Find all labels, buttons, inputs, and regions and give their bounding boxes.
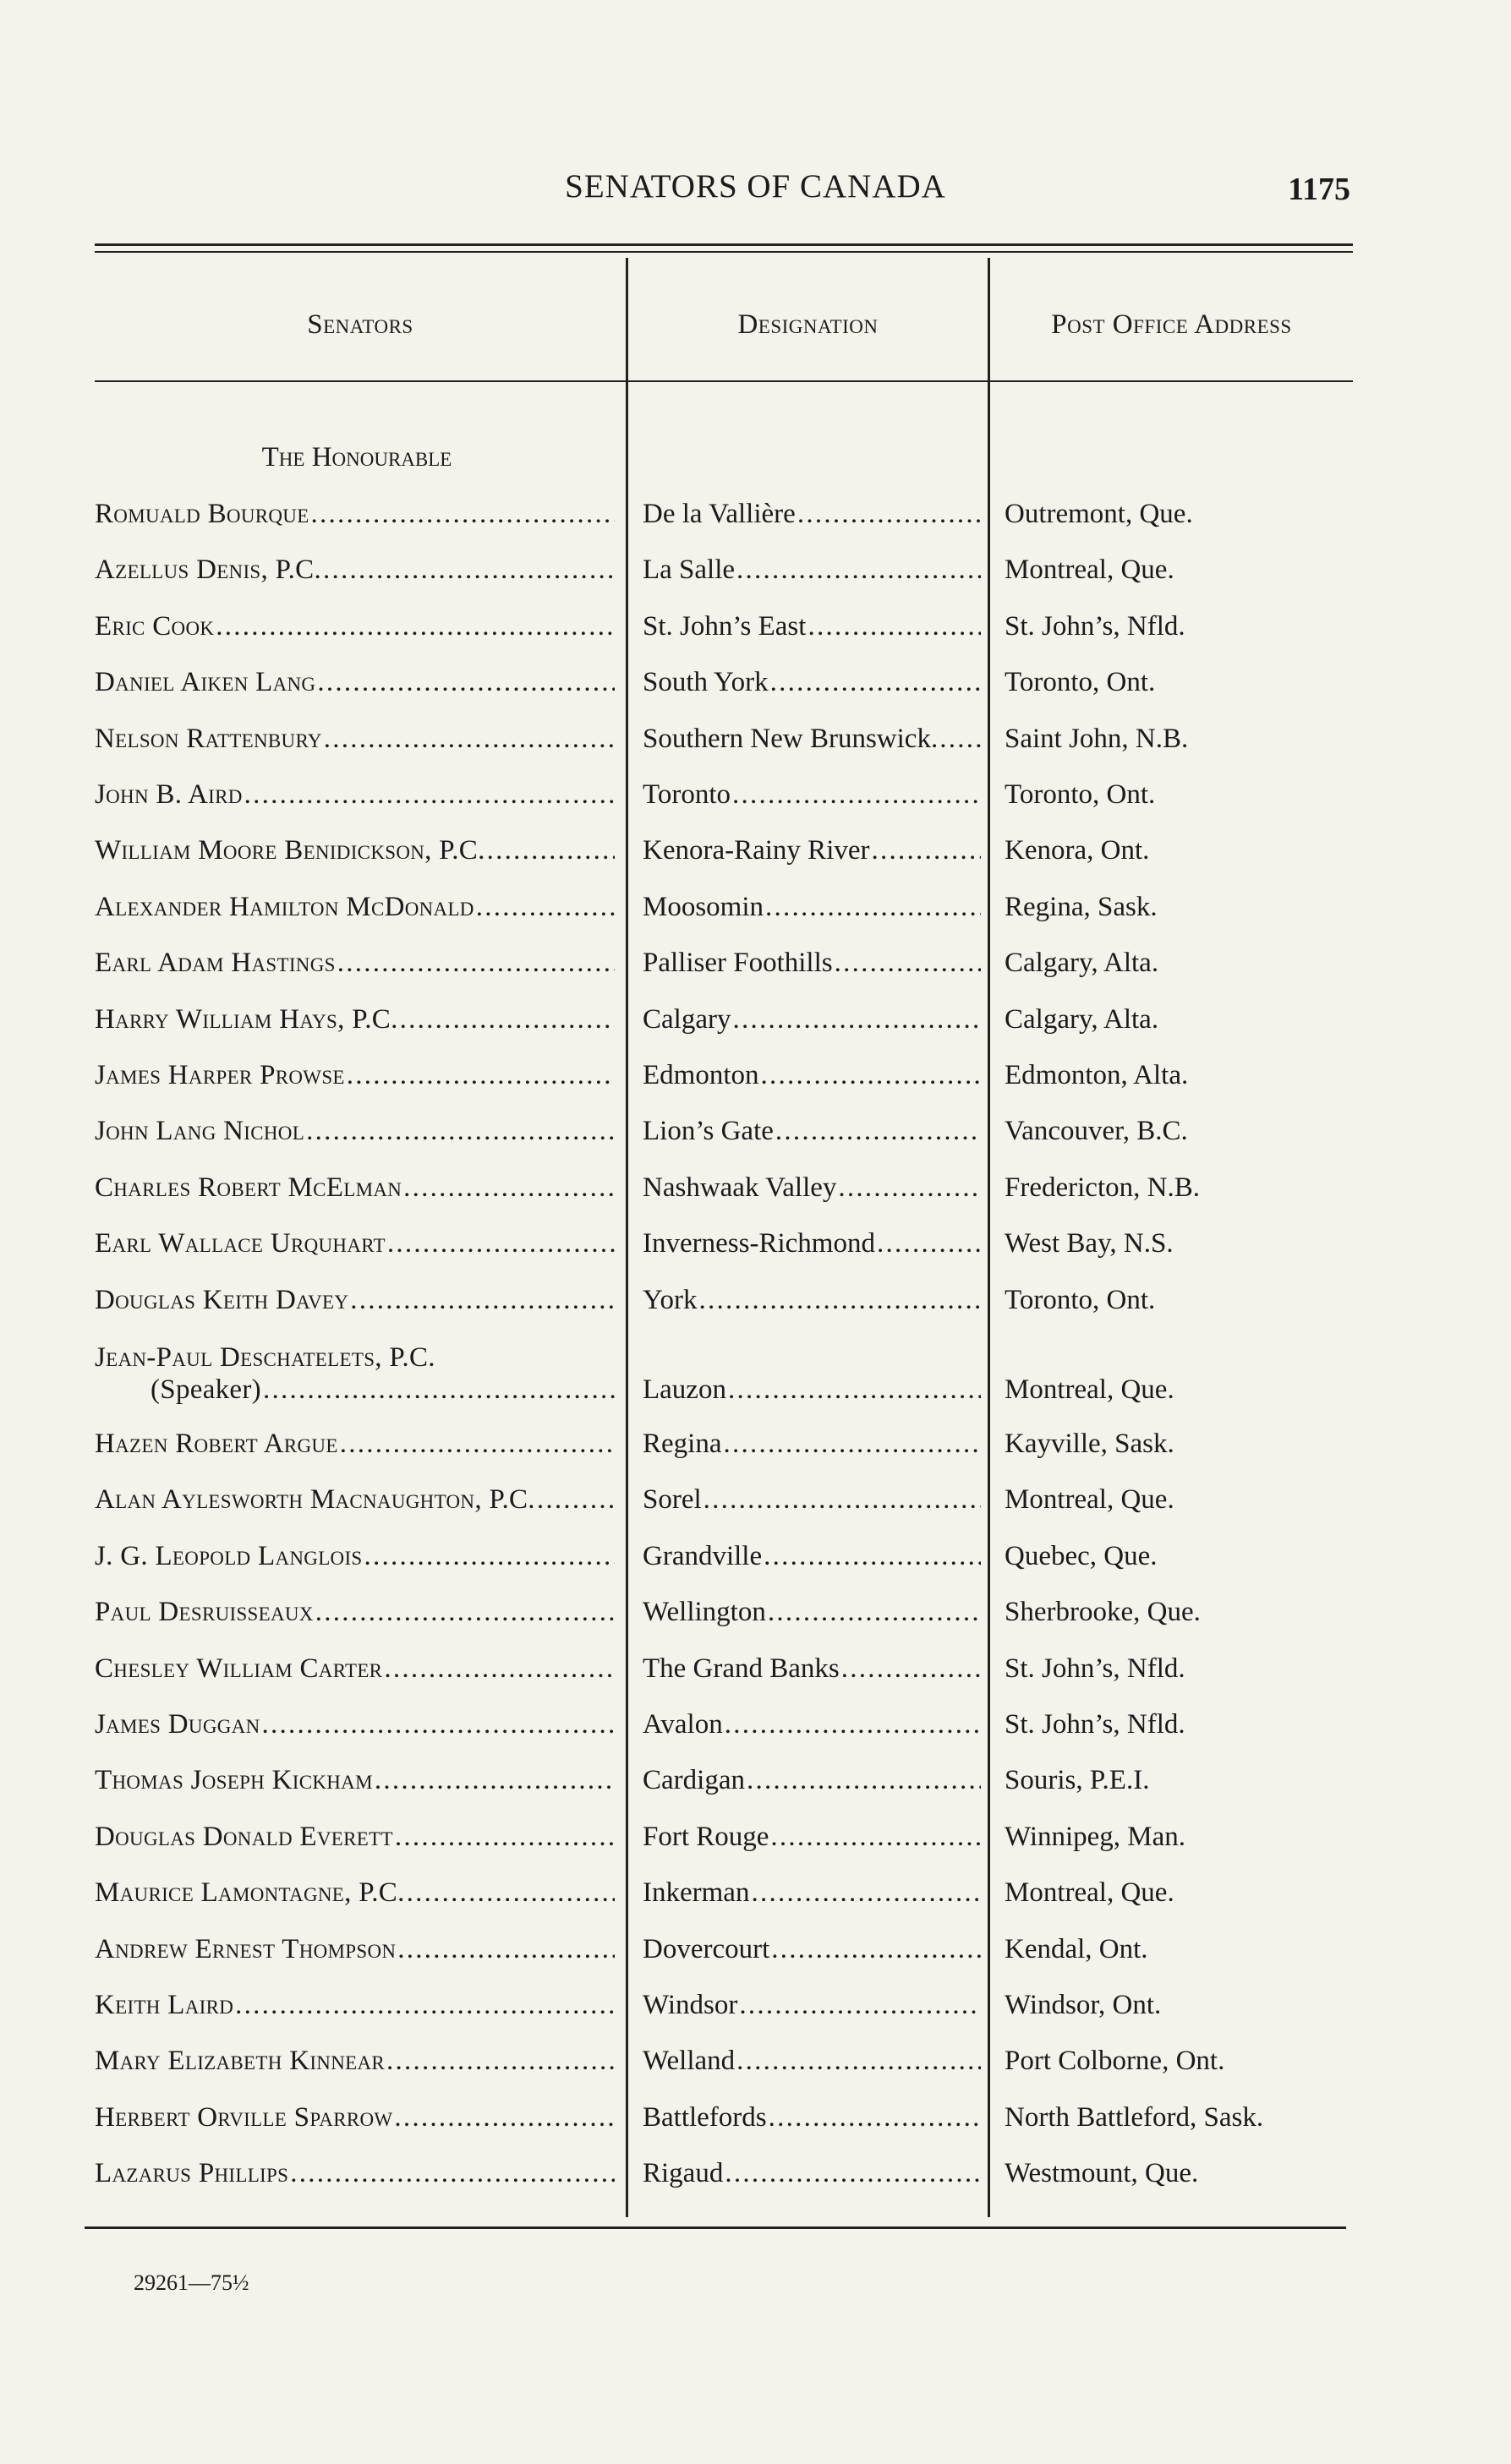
top-rule-2 [95, 251, 1353, 253]
designation: Moosomin . . . [643, 892, 981, 923]
dot-leader [736, 2046, 981, 2077]
dot-leader [725, 2158, 981, 2189]
designation: The Grand Banks . . . [643, 1653, 981, 1685]
post-office-address: Regina, Sask. [1005, 892, 1158, 922]
designation: Dovercourt . . . [643, 1934, 981, 1965]
post-office-address: Toronto, Ont. [1005, 1285, 1156, 1315]
dot-leader [395, 1822, 615, 1853]
post-office-address: St. John’s, Nfld. [1005, 611, 1185, 642]
dot-leader [838, 1172, 981, 1204]
dot-leader [476, 892, 615, 923]
dot-leader [765, 892, 981, 923]
dot-leader [324, 724, 615, 755]
table-row [0, 1285, 1511, 1341]
table-row [0, 1653, 1511, 1709]
dot-leader [841, 1653, 981, 1685]
dot-leader [699, 1285, 981, 1316]
senator-name: Alexander Hamilton McDonald . . . [95, 892, 615, 923]
column-header-senators: Senators [307, 309, 413, 340]
senator-name: Romuald Bourque . . . [95, 499, 615, 530]
designation: La Salle . . . [643, 555, 981, 586]
dot-leader [384, 1653, 615, 1685]
designation: Inverness-Richmond . . . [643, 1228, 981, 1259]
senator-name: John Lang Nichol . . . [95, 1116, 615, 1147]
column-header-designation: Designation [737, 309, 879, 340]
dot-leader [537, 1484, 615, 1516]
dot-leader [364, 1541, 616, 1572]
senator-name: Douglas Donald Everett . . . [95, 1822, 615, 1853]
table-row [0, 2046, 1511, 2101]
senator-name: J. G. Leopold Langlois . . . [95, 1541, 615, 1572]
designation: South York . . . [643, 667, 981, 698]
table-row [0, 1228, 1511, 1284]
post-office-address: Saint John, N.B. [1005, 724, 1189, 754]
senator-name: Earl Adam Hastings . . . [95, 948, 615, 979]
running-title: SENATORS OF CANADA [565, 168, 946, 205]
designation: Wellington . . . [643, 1597, 981, 1628]
designation: Calgary . . . [643, 1004, 981, 1035]
dot-leader [394, 2102, 615, 2133]
dot-leader [739, 1990, 981, 2021]
dot-leader [775, 1116, 981, 1147]
designation: St. John’s East . . . [643, 611, 981, 642]
table-row [0, 1484, 1511, 1540]
designation: Toronto . . . [643, 779, 981, 811]
post-office-address: Windsor, Ont. [1005, 1990, 1162, 2020]
dot-leader [797, 499, 981, 530]
table-row [0, 1004, 1511, 1060]
designation: Lauzon . . . [643, 1374, 981, 1406]
senator-name: Alan Aylesworth Macnaughton, P.C. . . . [95, 1484, 615, 1516]
designation: Palliser Foothills . . . [643, 948, 981, 979]
dot-leader [407, 1877, 615, 1909]
senator-name: Chesley William Carter . . . [95, 1653, 615, 1685]
senator-name: Earl Wallace Urquhart . . . [95, 1228, 615, 1259]
designation: Lion’s Gate . . . [643, 1116, 981, 1147]
post-office-address: Quebec, Que. [1005, 1541, 1158, 1571]
post-office-address: Montreal, Que. [1005, 555, 1174, 585]
page-number: 1175 [1288, 172, 1350, 207]
senator-name: Keith Laird . . . [95, 1990, 615, 2021]
table-row [0, 1934, 1511, 1990]
senator-name: Charles Robert McElman . . . [95, 1172, 615, 1204]
table-row [0, 555, 1511, 610]
post-office-address: Kendal, Ont. [1005, 1934, 1148, 1964]
designation: Sorel . . . [643, 1484, 981, 1516]
post-office-address: Sherbrooke, Que. [1005, 1597, 1201, 1627]
table-row [0, 1060, 1511, 1116]
post-office-address: Toronto, Ont. [1005, 779, 1156, 810]
table-row [0, 611, 1511, 667]
table-row [0, 2102, 1511, 2158]
table-row [0, 1822, 1511, 1877]
dot-leader [337, 948, 615, 979]
designation: Regina . . . [643, 1429, 981, 1460]
dot-leader [771, 1934, 981, 1965]
designation: Welland . . . [643, 2046, 981, 2077]
post-office-address: Vancouver, B.C. [1005, 1116, 1188, 1146]
table-row [0, 1765, 1511, 1821]
dot-leader [290, 2158, 615, 2189]
designation: Nashwaak Valley . . . [643, 1172, 981, 1204]
dot-leader [340, 1429, 615, 1460]
post-office-address: Winnipeg, Man. [1005, 1822, 1186, 1852]
post-office-address: Edmonton, Alta. [1005, 1060, 1189, 1090]
table-row [0, 499, 1511, 555]
dot-leader [703, 1484, 981, 1516]
dot-leader [723, 1429, 981, 1460]
post-office-address: St. John’s, Nfld. [1005, 1653, 1185, 1684]
designation: Avalon . . . [643, 1709, 981, 1740]
table-row [0, 1541, 1511, 1597]
designation: Edmonton . . . [643, 1060, 981, 1091]
dot-leader [761, 1060, 982, 1091]
dot-leader [487, 835, 615, 866]
designation: Rigaud . . . [643, 2158, 981, 2189]
dot-leader [764, 1541, 981, 1572]
senator-name: Herbert Orville Sparrow . . . [95, 2102, 615, 2133]
senator-name: Lazarus Phillips . . . [95, 2158, 615, 2189]
dot-leader [347, 1060, 615, 1091]
designation: Battlefords . . . [643, 2102, 981, 2133]
table-row [0, 835, 1511, 891]
dot-leader [877, 1228, 981, 1259]
dot-leader [872, 835, 982, 866]
senator-name: James Duggan . . . [95, 1709, 615, 1740]
dot-leader [317, 667, 615, 698]
senator-name: Mary Elizabeth Kinnear . . . [95, 2046, 615, 2077]
dot-leader [403, 1172, 615, 1204]
table-row [0, 948, 1511, 1003]
table-row [0, 892, 1511, 948]
post-office-address: Toronto, Ont. [1005, 667, 1156, 697]
dot-leader [835, 948, 981, 979]
senator-name: Eric Cook . . . [95, 611, 615, 642]
table-row [0, 1709, 1511, 1765]
dot-leader [387, 1228, 615, 1259]
designation: De la Vallière . . . [643, 499, 981, 530]
table-row [0, 2158, 1511, 2214]
dot-leader [323, 555, 615, 586]
dot-leader [770, 667, 981, 698]
senator-name: Maurice Lamontagne, P.C. . . . [95, 1877, 615, 1909]
dot-leader [386, 2046, 615, 2077]
designation: Windsor . . . [643, 1990, 981, 2021]
senator-name: James Harper Prowse . . . [95, 1060, 615, 1091]
dot-leader [751, 1877, 981, 1909]
dot-leader [311, 499, 615, 530]
post-office-address: St. John’s, Nfld. [1005, 1709, 1185, 1740]
dot-leader [736, 555, 981, 586]
dot-leader [235, 1990, 615, 2021]
table-row [0, 1429, 1511, 1484]
bottom-rule [85, 2226, 1346, 2229]
dot-leader [770, 1822, 981, 1853]
post-office-address: Outremont, Que. [1005, 499, 1193, 529]
senator-name-continued: (Speaker) . . . [151, 1374, 615, 1406]
senator-name: William Moore Benidickson, P.C. . . . [95, 835, 615, 866]
post-office-address: Port Colborne, Ont. [1005, 2046, 1225, 2076]
dot-leader [261, 1709, 615, 1740]
dot-leader [808, 611, 981, 642]
designation: York . . . [643, 1285, 981, 1316]
dot-leader [375, 1765, 615, 1796]
dot-leader [747, 1765, 981, 1796]
post-office-address: Fredericton, N.B. [1005, 1172, 1200, 1203]
dot-leader [732, 1004, 981, 1035]
table-row [0, 1990, 1511, 2046]
footer-signature-code: 29261—75½ [134, 2270, 249, 2295]
table-row [0, 1877, 1511, 1933]
designation: Grandville . . . [643, 1541, 981, 1572]
table-row [0, 1597, 1511, 1653]
dot-leader [306, 1116, 615, 1147]
dot-leader [315, 1597, 615, 1628]
senator-name: John B. Aird . . . [95, 779, 615, 811]
post-office-address: Kayville, Sask. [1005, 1429, 1174, 1459]
post-office-address: Westmount, Que. [1005, 2158, 1199, 2188]
post-office-address: Souris, P.E.I. [1005, 1765, 1150, 1795]
post-office-address: Kenora, Ont. [1005, 835, 1150, 866]
dot-leader [244, 779, 615, 811]
table-row [0, 724, 1511, 779]
senator-name: Thomas Joseph Kickham . . . [95, 1765, 615, 1796]
designation: Fort Rouge . . . [643, 1822, 981, 1853]
designation: Kenora-Rainy River . . . [643, 835, 981, 866]
dot-leader [725, 1709, 981, 1740]
header-rule [95, 380, 1353, 382]
dot-leader [216, 611, 615, 642]
honourable-label: The Honourable [261, 442, 452, 473]
top-rule-1 [95, 243, 1353, 246]
senator-name: Harry William Hays, P.C. . . . [95, 1004, 615, 1035]
senator-name: Daniel Aiken Lang . . . [95, 667, 615, 698]
dot-leader [768, 1597, 981, 1628]
table-row-speaker [0, 1342, 1511, 1435]
column-header-address: Post Office Address [1051, 309, 1292, 340]
post-office-address: Montreal, Que. [1005, 1374, 1174, 1405]
senator-name: Paul Desruisseaux . . . [95, 1597, 615, 1628]
dot-leader [732, 779, 981, 811]
senator-name: Hazen Robert Argue . . . [95, 1429, 615, 1460]
post-office-address: Montreal, Que. [1005, 1877, 1174, 1908]
senator-name: Douglas Keith Davey . . . [95, 1285, 615, 1316]
post-office-address: West Bay, N.S. [1005, 1228, 1174, 1259]
designation: Southern New Brunswick. . . . [643, 724, 981, 755]
senator-name: Azellus Denis, P.C. . . . [95, 555, 615, 586]
post-office-address: Calgary, Alta. [1005, 948, 1159, 978]
dot-leader [939, 724, 981, 755]
table-row [0, 1172, 1511, 1228]
senator-name: Jean-Paul Deschatelets, P.C. [95, 1342, 435, 1373]
designation: Inkerman . . . [643, 1877, 981, 1909]
dot-leader [397, 1934, 615, 1965]
designation: Cardigan . . . [643, 1765, 981, 1796]
dot-leader [350, 1285, 615, 1316]
table-row [0, 779, 1511, 835]
post-office-address: North Battleford, Sask. [1005, 2102, 1264, 2133]
dot-leader [400, 1004, 615, 1035]
table-row [0, 1116, 1511, 1172]
senator-name: Nelson Rattenbury . . . [95, 724, 615, 755]
table-row [0, 667, 1511, 723]
post-office-address: Calgary, Alta. [1005, 1004, 1159, 1035]
dot-leader [769, 2102, 981, 2133]
senator-name: Andrew Ernest Thompson . . . [95, 1934, 615, 1965]
post-office-address: Montreal, Que. [1005, 1484, 1174, 1515]
